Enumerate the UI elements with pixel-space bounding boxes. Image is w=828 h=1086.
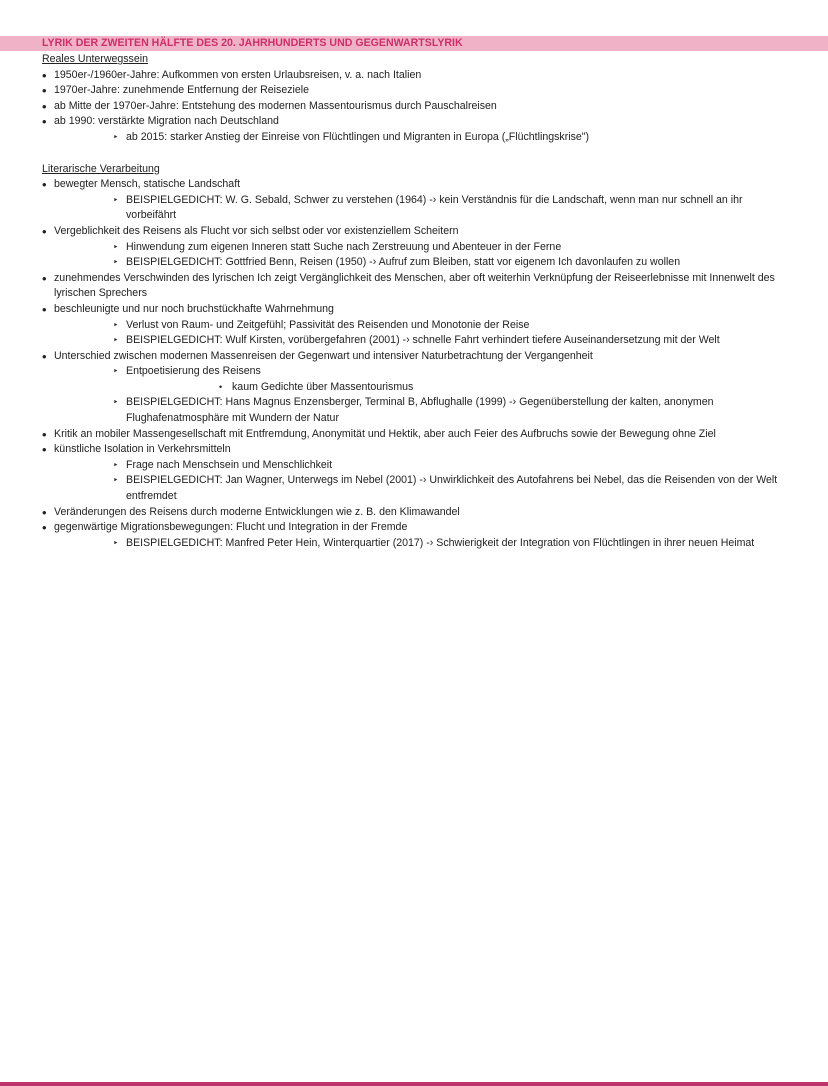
list-item	[42, 177, 786, 193]
bullet-icon: •	[42, 98, 47, 114]
list-item-text: 1970er-Jahre: zunehmende Entfernung der Reiseziele	[54, 84, 310, 97]
list-item	[42, 99, 786, 115]
bullet-icon: •	[42, 177, 47, 193]
list-item	[42, 318, 786, 334]
list-item	[42, 349, 786, 365]
bullet-icon: •	[42, 442, 47, 458]
list-item-text: bewegter Mensch, statische Landschaft	[54, 178, 241, 191]
list-item-text: BEISPIELGEDICHT: Wulf Kirsten, vorübergefahren (2001) -› schnelle Fahrt verhindert tiefere Auseinandersetzung mit der Welt	[126, 334, 720, 347]
list-item	[42, 130, 786, 146]
bullet-icon: •	[42, 348, 47, 364]
list-item	[42, 255, 786, 271]
list-item-text: Verlust von Raum- und Zeitgefühl; Passivität des Reisenden und Monotonie der Reise	[126, 318, 530, 331]
list-item	[42, 271, 786, 302]
list-item	[42, 427, 786, 443]
list-item-text: beschleunigte und nur noch bruchstückhafte Wahrnehmung	[54, 302, 334, 315]
list-item-text: Entpoetisierung des Reisens	[126, 365, 261, 378]
list-item	[42, 520, 786, 536]
list-item-text: ab Mitte der 1970er-Jahre: Entstehung des modernen Massentourismus durch Pauschalreisen	[54, 99, 497, 112]
list-item-text: kaum Gedichte über Massentourismus	[232, 380, 414, 393]
bullet-icon: ‣	[113, 257, 119, 268]
bullet-icon: •	[42, 301, 47, 317]
list-item-text: 1950er-/1960er-Jahre: Aufkommen von ersten Urlaubsreisen, v. a. nach Italien	[54, 68, 422, 81]
list-item	[42, 83, 786, 99]
list-item	[42, 302, 786, 318]
bullet-icon: •	[42, 426, 47, 442]
page-title: LYRIK DER ZWEITEN HÄLFTE DES 20. JAHRHUNDERTS UND GEGENWARTSLYRIK	[42, 37, 463, 49]
list-item-text: BEISPIELGEDICHT: Jan Wagner, Unterwegs im Nebel (2001) -› Unwirklichkeit des Autofahrens bei Nebel, das die Reisenden von der Welt entfremdet	[126, 474, 778, 503]
list-item	[42, 240, 786, 256]
bullet-icon: ‣	[113, 319, 119, 330]
list-item	[42, 68, 786, 84]
bullet-icon: ‣	[113, 335, 119, 346]
document-body	[42, 52, 786, 551]
bullet-icon: •	[42, 83, 47, 99]
bullet-icon: •	[42, 67, 47, 83]
list-item	[42, 473, 786, 504]
list-item	[42, 224, 786, 240]
bullet-icon: ‣	[113, 397, 119, 408]
list-item-text: Vergeblichkeit des Reisens als Flucht vor sich selbst oder vor existenziellem Scheitern	[54, 224, 459, 237]
section-gap	[42, 146, 786, 162]
bullet-icon: ‣	[113, 241, 119, 252]
list-item-text: zunehmendes Verschwinden des lyrischen Ich zeigt Vergänglichkeit des Menschen, aber oft weiterhin Verknüpfung der Reiseerlebnisse mit Innenwelt des lyrischen Sprechers	[54, 271, 775, 300]
list-item	[42, 193, 786, 224]
section-list-reales-unterwegssein	[42, 68, 786, 146]
bullet-icon: ‣	[113, 366, 119, 377]
bullet-icon: •	[42, 223, 47, 239]
list-item-text: künstliche Isolation in Verkehrsmitteln	[54, 443, 231, 456]
list-item-text: Frage nach Menschsein und Menschlichkeit	[126, 458, 333, 471]
list-item	[42, 458, 786, 474]
list-item	[42, 395, 786, 426]
list-item-text: BEISPIELGEDICHT: Manfred Peter Hein, Winterquartier (2017) -› Schwierigkeit der Integration von Flüchtlingen in ihrer neuen Heimat	[126, 536, 755, 549]
list-item	[42, 364, 786, 380]
list-item-text: ab 2015: starker Anstieg der Einreise von Flüchtlingen und Migranten in Europa („Flüchtlingskrise")	[126, 130, 590, 143]
list-item	[42, 380, 786, 396]
list-item-text: Veränderungen des Reisens durch moderne Entwicklungen wie z. B. den Klimawandel	[54, 505, 460, 518]
list-item-text: ab 1990: verstärkte Migration nach Deutschland	[54, 115, 279, 128]
bullet-icon: •	[42, 270, 47, 286]
list-item	[42, 536, 786, 552]
list-item	[42, 442, 786, 458]
bullet-icon: ‣	[113, 131, 119, 142]
bullet-icon: •	[219, 381, 223, 392]
list-item-text: Kritik an mobiler Massengesellschaft mit Entfremdung, Anonymität und Hektik, aber auch Feier des Aufbruchs sowie der Bewegung ohne Ziel	[54, 427, 716, 440]
section-list-literarische-verarbeitung	[42, 177, 786, 551]
bullet-icon: •	[42, 504, 47, 520]
list-item-text: Unterschied zwischen modernen Massenreisen der Gegenwart und intensiver Naturbetrachtung der Vergangenheit	[54, 349, 593, 362]
list-item-text: BEISPIELGEDICHT: Gottfried Benn, Reisen (1950) -› Aufruf zum Bleiben, statt vor eigenem Ich davonlaufen zu wollen	[126, 256, 681, 269]
list-item-text: Hinwendung zum eigenen Inneren statt Suche nach Zerstreuung und Abenteuer in der Ferne	[126, 240, 562, 253]
list-item-text: BEISPIELGEDICHT: W. G. Sebald, Schwer zu verstehen (1964) -› kein Verständnis für die Landschaft, wenn man nur schnell an ihr vorbeifährt	[126, 193, 743, 222]
footer-line	[0, 1082, 828, 1086]
section-title-literarische-verarbeitung: Literarische Verarbeitung	[42, 162, 160, 175]
list-item	[42, 333, 786, 349]
bullet-icon: ‣	[113, 475, 119, 486]
bullet-icon: •	[42, 520, 47, 536]
list-item-text: gegenwärtige Migrationsbewegungen: Flucht und Integration in der Fremde	[54, 521, 408, 534]
list-item-text: BEISPIELGEDICHT: Hans Magnus Enzensberger, Terminal B, Abflughalle (1999) -› Gegenüberstellung der kalten, anonymen Flughafenatmosphäre mit Wundern der Natur	[126, 396, 714, 425]
bullet-icon: ‣	[113, 537, 119, 548]
bullet-icon: ‣	[113, 194, 119, 205]
section-title-reales-unterwegssein: Reales Unterwegssein	[42, 53, 148, 65]
list-item	[42, 505, 786, 521]
bullet-icon: •	[42, 114, 47, 130]
bullet-icon: ‣	[113, 459, 119, 470]
list-item	[42, 114, 786, 130]
